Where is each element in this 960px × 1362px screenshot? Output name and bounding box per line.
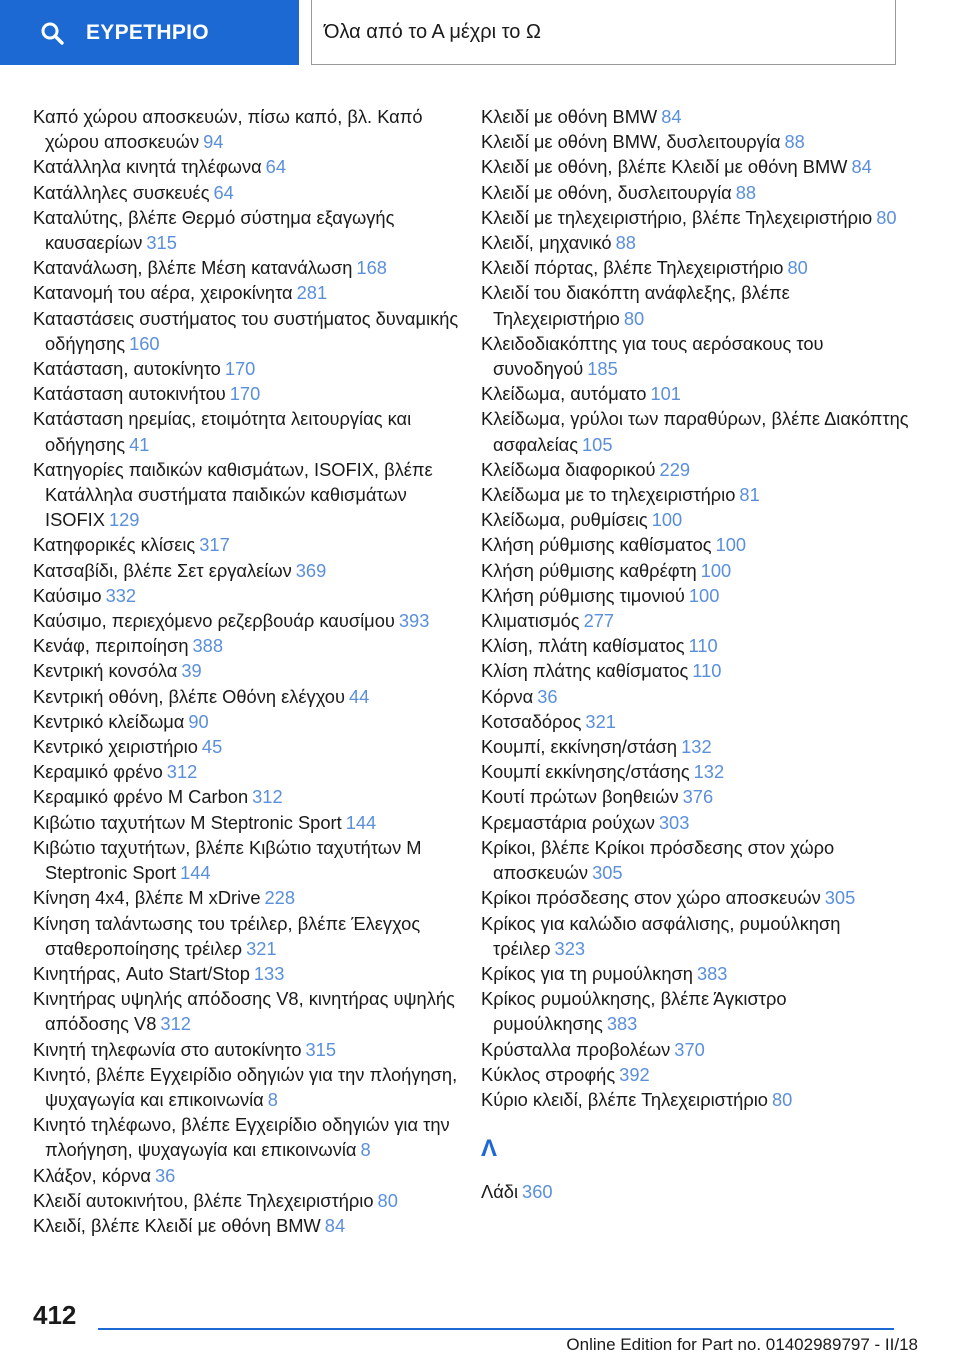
index-entry-text: Κλειδί με οθόνη, δυσλειτουργία (481, 181, 732, 203)
index-entry-text: Κλειδί του διακόπτη ανάφλεξης, βλέπε Τηλεχειριστήριο (481, 282, 790, 329)
index-entry-text: Κενάφ, περιποίηση (33, 635, 189, 657)
index-entry (481, 1037, 921, 1062)
index-entry (481, 608, 921, 633)
page-reference-link[interactable]: 332 (105, 584, 137, 606)
index-entry (481, 129, 921, 154)
index-entry-text: Κατανομή του αέρα, χειροκίνητα (33, 282, 293, 304)
index-entry (33, 154, 473, 179)
index-entry (481, 255, 921, 280)
index-entry (481, 759, 921, 784)
index-entry (33, 356, 473, 381)
page-reference-link[interactable]: 100 (651, 509, 683, 531)
index-entry-text: Κλειδί αυτοκινήτου, βλέπε Τηλεχειριστήριο (33, 1189, 374, 1211)
page-reference-link[interactable]: 129 (108, 509, 140, 531)
index-entry-text: Κεντρικό κλείδωμα (33, 710, 185, 732)
index-entry-text: Κατσαβίδι, βλέπε Σετ εργαλείων (33, 559, 292, 581)
page-reference-link[interactable]: 44 (348, 685, 370, 707)
page-reference-link[interactable]: 36 (537, 685, 558, 707)
index-entry-text: Κύριο κλειδί, βλέπε Τηλεχειριστήριο (481, 1088, 768, 1110)
page-reference-link[interactable]: 321 (246, 937, 277, 959)
page-reference-link[interactable]: 305 (592, 862, 623, 884)
page-reference-link[interactable]: 132 (681, 736, 712, 758)
page-reference-link[interactable]: 110 (688, 635, 718, 657)
index-entry (481, 507, 921, 532)
index-entry (33, 658, 473, 683)
index-entry-text: Κλήση ρύθμισης καθίσματος (481, 534, 712, 556)
index-entry-text: Κλειδοδιακόπτης για τους αερόσακους του συνοδηγού (481, 332, 824, 380)
index-entry-text: Κατηγορίες παιδικών καθισμάτων, ISOFIX, βλέπε Κατάλληλα συστήματα παιδικών καθισμάτων ISOFIX (33, 458, 433, 531)
page-reference-link[interactable]: 303 (658, 811, 690, 833)
index-entry (33, 180, 473, 205)
index-entry (481, 280, 921, 330)
edition-text: Online Edition for Part no. 01402989797 - II/18 (566, 1335, 918, 1354)
page-reference-link[interactable]: 185 (587, 358, 618, 380)
page-reference-link[interactable]: 229 (659, 458, 691, 480)
index-entry (481, 180, 921, 205)
index-entry (481, 784, 921, 809)
index-entry (33, 986, 473, 1036)
section-title-box (311, 0, 896, 65)
page-reference-link[interactable]: 312 (166, 761, 198, 783)
index-entry (33, 709, 473, 734)
index-entry (481, 911, 921, 961)
index-entry (33, 255, 473, 280)
index-entry-text: Κατανάλωση, βλέπε Μέση κατανάλωση (33, 257, 353, 279)
index-entry (481, 381, 921, 406)
page-reference-link[interactable]: 170 (229, 383, 261, 405)
index-entry (33, 734, 473, 759)
index-entry-text: Κουμπί, εκκίνηση/στάση (481, 736, 678, 758)
index-entry-text: Κλείδωμα με το τηλεχειριστήριο (481, 484, 736, 506)
page-reference-link[interactable]: 323 (554, 937, 586, 959)
index-entry (33, 961, 473, 986)
page-reference-link[interactable]: 100 (688, 584, 720, 606)
search-icon (40, 21, 64, 45)
index-entry (481, 986, 921, 1036)
page-reference-link[interactable]: 41 (129, 433, 150, 455)
page-reference-link[interactable]: 64 (213, 181, 234, 203)
index-entry-text: Κρίκοι, βλέπε Κρίκοι πρόσδεσης στον χώρο αποσκευών (481, 836, 835, 884)
footer-divider (98, 1328, 894, 1330)
index-entry-text: Κίνηση ταλάντωσης του τρέιλερ, βλέπε Έλεγχος σταθεροποίησης τρέιλερ (33, 912, 421, 959)
page-reference-link[interactable]: 84 (324, 1214, 346, 1236)
index-entry-text: Κατάλληλα κινητά τηλέφωνα (33, 156, 262, 178)
page-reference-link[interactable]: 39 (181, 660, 202, 682)
index-entry (481, 835, 921, 885)
index-entry (33, 205, 473, 255)
page-reference-link[interactable]: 84 (851, 156, 872, 178)
index-entry-text: Κλίση, πλάτη καθίσματος (481, 635, 685, 657)
index-entry-text: Κρεμαστάρια ρούχων (481, 811, 655, 833)
page-reference-link[interactable]: 144 (180, 862, 211, 884)
section-letter: Λ (481, 1135, 498, 1163)
index-column-left (33, 104, 473, 1238)
page-reference-link[interactable]: 317 (199, 534, 230, 556)
page-reference-link[interactable]: 321 (585, 710, 616, 732)
index-entry (33, 684, 473, 709)
index-entry-text: Κλείδωμα, ρυθμίσεις (481, 509, 648, 531)
index-entry-text: Κίνηση 4x4, βλέπε M xDrive (33, 887, 261, 909)
index-entry-text: Κεντρικό χειριστήριο (33, 736, 198, 758)
header (0, 0, 960, 68)
page-reference-link[interactable]: 305 (824, 887, 856, 909)
index-entry-text: Κλήση ρύθμισης καθρέφτη (481, 559, 697, 581)
page-reference-link[interactable]: 383 (696, 962, 728, 984)
index-entry-text: Κεραμικό φρένο (33, 761, 163, 783)
index-entry (481, 684, 921, 709)
index-entry-text: Κατάσταση ηρεμίας, ετοιμότητα λειτουργίας και οδήγησης (33, 408, 412, 455)
index-entry-text: Κατάλληλες συσκευές (33, 181, 210, 203)
index-entry-text: Κλείδωμα, γρύλοι των παραθύρων, βλέπε Διακόπτης ασφαλείας (481, 408, 909, 455)
index-entry (33, 381, 473, 406)
index-entry-text: Κεντρική οθόνη, βλέπε Οθόνη ελέγχου (33, 685, 345, 707)
index-entry-text: Κεραμικό φρένο M Carbon (33, 786, 249, 808)
index-entry (33, 1062, 473, 1112)
index-entry-text: Κρύσταλλα προβολέων (481, 1038, 671, 1060)
section-title: Όλα από το Α μέχρι το Ω (324, 20, 541, 43)
index-entry-text: Καταλύτης, βλέπε Θερμό σύστημα εξαγωγής καυσαερίων (33, 206, 395, 254)
page-reference-link[interactable]: 312 (160, 1013, 191, 1035)
index-entry-text: Κινητή τηλεφωνία στο αυτοκίνητο (33, 1038, 302, 1060)
index-entry-text: Καύσιμο (33, 584, 102, 606)
section-entries (481, 1179, 921, 1204)
index-entry-text: Κρίκοι πρόσδεσης στον χώρο αποσκευών (481, 887, 821, 909)
page-reference-link[interactable]: 376 (682, 786, 714, 808)
index-entry (33, 1112, 473, 1162)
page-reference-link[interactable]: 133 (253, 962, 285, 984)
index-entry (33, 1213, 473, 1238)
index-entry-text: Κλείδωμα, αυτόματο (481, 383, 647, 405)
index-entry (33, 1188, 473, 1213)
page-reference-link[interactable]: 100 (700, 559, 732, 581)
page-reference-link[interactable]: 388 (192, 635, 224, 657)
index-entry-text: Κοτσαδόρος (481, 710, 582, 732)
page-reference-link[interactable]: 168 (356, 257, 387, 279)
page-reference-link[interactable]: 110 (692, 660, 722, 682)
index-entry (481, 885, 921, 910)
index-entry (33, 104, 473, 154)
index-entry-text: Κλιματισμός (481, 610, 580, 632)
page-reference-link[interactable]: 170 (224, 358, 256, 380)
page-reference-link[interactable]: 277 (583, 610, 615, 632)
index-entry-text: Κινητήρας, Auto Start/Stop (33, 962, 250, 984)
page-reference-link[interactable]: 105 (582, 433, 613, 455)
index-entry-text: Καπό χώρου αποσκευών, πίσω καπό, βλ. Καπό χώρου αποσκευών (33, 106, 423, 153)
page-reference-link[interactable]: 315 (305, 1038, 337, 1060)
index-entry (481, 961, 921, 986)
page-reference-link[interactable]: 393 (398, 610, 430, 632)
index-entry (33, 532, 473, 557)
page-reference-link[interactable]: 90 (188, 710, 209, 732)
index-entry (481, 104, 921, 129)
index-entry (33, 457, 473, 533)
page-reference-link[interactable]: 228 (264, 887, 295, 909)
index-tab-label: ΕΥΡΕΤΗΡΙΟ (86, 20, 209, 44)
index-entry-text: Κλήση ρύθμισης τιμονιού (481, 584, 685, 606)
index-entry (481, 658, 921, 683)
index-tab[interactable] (0, 0, 299, 65)
index-entry-text: Κρίκος για τη ρυμούλκηση (481, 962, 693, 984)
index-entry-text: Κόρνα (481, 685, 534, 707)
page-reference-link[interactable]: 370 (674, 1038, 705, 1060)
page-reference-link[interactable]: 8 (360, 1139, 371, 1161)
index-entry (33, 759, 473, 784)
page-reference-link[interactable]: 88 (615, 232, 636, 254)
index-entry-text: Κινητό τηλέφωνο, βλέπε Εγχειρίδιο οδηγιών για την πλοήγηση, ψυχαγωγία και επικοινωνία (33, 1114, 450, 1161)
index-entry-text: Κλειδί με τηλεχειριστήριο, βλέπε Τηλεχειριστήριο (481, 206, 873, 228)
page-number: 412 (33, 1300, 77, 1330)
index-entry (481, 154, 921, 179)
index-entry-text: Κατηφορικές κλίσεις (33, 534, 196, 556)
index-entry-text: Κλειδί, μηχανικό (481, 232, 612, 254)
page-reference-link[interactable]: 312 (252, 786, 283, 808)
page-reference-link[interactable]: 80 (876, 206, 897, 228)
page-reference-link[interactable]: 100 (715, 534, 747, 556)
index-entry-text: Κλειδί, βλέπε Κλειδί με οθόνη BMW (33, 1214, 321, 1236)
page-reference-link[interactable]: 84 (661, 106, 682, 127)
index-entry (481, 734, 921, 759)
index-entry-text: Κλειδί με οθόνη BMW (481, 106, 658, 127)
index-entry (481, 331, 921, 381)
index-entry-text: Κιβώτιο ταχυτήτων, βλέπε Κιβώτιο ταχυτήτων M Steptronic Sport (33, 836, 422, 884)
index-entry-text: Κλάξον, κόρνα (33, 1164, 151, 1186)
index-entry-text: Κύκλος στροφής (481, 1063, 616, 1085)
page-reference-link[interactable]: 80 (771, 1088, 793, 1110)
index-entry (33, 784, 473, 809)
page-reference-link[interactable]: 81 (739, 484, 760, 506)
index-entry (33, 1037, 473, 1062)
index-entry (33, 633, 473, 658)
index-entry-text: Κλείδωμα διαφορικού (481, 458, 656, 480)
page-reference-link[interactable]: 369 (295, 559, 327, 581)
index-column-right (481, 104, 921, 1204)
index-entry (33, 406, 473, 456)
index-entry (33, 583, 473, 608)
index-entry-text: Κλειδί με οθόνη, βλέπε Κλειδί με οθόνη BMW (481, 156, 848, 178)
page-reference-link[interactable]: 64 (265, 156, 287, 178)
index-entry-text: Κλίση πλάτης καθίσματος (481, 660, 689, 682)
page-reference-link[interactable]: 315 (146, 232, 177, 254)
index-entry (481, 558, 921, 583)
page-reference-link[interactable]: 383 (606, 1013, 638, 1035)
index-entry (481, 532, 921, 557)
index-entry-text: Κινητήρας υψηλής απόδοσης V8, κινητήρας υψηλής απόδοσης V8 (33, 988, 455, 1035)
index-entry-text: Κιβώτιο ταχυτήτων M Steptronic Sport (33, 811, 342, 833)
index-entry-text: Κρίκος για καλώδιο ασφάλισης, ρυμούλκηση τρέιλερ (481, 912, 841, 959)
index-entry (33, 306, 473, 356)
page-reference-link[interactable]: 88 (735, 181, 757, 203)
index-entry-text: Κρίκος ρυμούλκησης, βλέπε Άγκιστρο ρυμούλκησης (481, 988, 787, 1035)
index-entry (33, 608, 473, 633)
index-entry-text: Κουμπί εκκίνησης/στάσης (481, 761, 690, 783)
index-entry (481, 482, 921, 507)
index-entry-text: Κατάσταση, αυτοκίνητο (33, 358, 221, 380)
page-reference-link[interactable]: 281 (296, 282, 328, 304)
page-reference-link[interactable]: 36 (154, 1164, 176, 1186)
page-reference-link[interactable]: 80 (787, 257, 808, 279)
index-entry-text: Κλειδί πόρτας, βλέπε Τηλεχειριστήριο (481, 257, 784, 279)
page-reference-link[interactable]: 360 (522, 1181, 553, 1203)
index-entry (481, 406, 921, 456)
page-reference-link[interactable]: 80 (623, 307, 645, 329)
index-entry (481, 709, 921, 734)
index-entry-text: Καταστάσεις συστήματος του συστήματος δυναμικής οδήγησης (33, 307, 459, 354)
index-entry (481, 633, 921, 658)
index-entry-text: Λάδι (481, 1181, 519, 1203)
index-entry (481, 230, 921, 255)
index-entry (33, 558, 473, 583)
page-reference-link[interactable]: 80 (377, 1189, 398, 1211)
index-entry (33, 835, 473, 885)
page-reference-link[interactable]: 88 (784, 131, 805, 153)
index-entry (481, 583, 921, 608)
index-entry (481, 1062, 921, 1087)
page-reference-link[interactable]: 8 (267, 1088, 278, 1110)
index-entry-text: Κινητό, βλέπε Εγχειρίδιο οδηγιών για την πλοήγηση, ψυχαγωγία και επικοινωνία (33, 1063, 458, 1110)
index-entry-text: Κουτί πρώτων βοηθειών (481, 786, 679, 808)
index-entry (481, 1087, 921, 1112)
index-entry (481, 810, 921, 835)
page-reference-link[interactable]: 144 (345, 811, 377, 833)
index-entry-text: Καύσιμο, περιεχόμενο ρεζερβουάρ καυσίμου (33, 610, 395, 632)
page-reference-link[interactable]: 94 (203, 131, 224, 153)
index-entry (33, 885, 473, 910)
index-entry-text: Κλειδί με οθόνη BMW, δυσλειτουργία (481, 131, 781, 153)
index-entry (33, 280, 473, 305)
index-entry-text: Κατάσταση αυτοκινήτου (33, 383, 226, 405)
page-reference-link[interactable]: 45 (201, 736, 223, 758)
index-entry (481, 205, 921, 230)
index-entry (481, 1179, 921, 1204)
index-column-right-entries (481, 104, 921, 1112)
index-entry (33, 1163, 473, 1188)
page-reference-link[interactable]: 160 (129, 332, 160, 354)
index-entry (33, 911, 473, 961)
index-entry-text: Κεντρική κονσόλα (33, 660, 178, 682)
index-entry (33, 810, 473, 835)
page-reference-link[interactable]: 392 (619, 1063, 650, 1085)
index-entry (481, 457, 921, 482)
page-reference-link[interactable]: 132 (693, 761, 725, 783)
page-reference-link[interactable]: 101 (650, 383, 681, 405)
